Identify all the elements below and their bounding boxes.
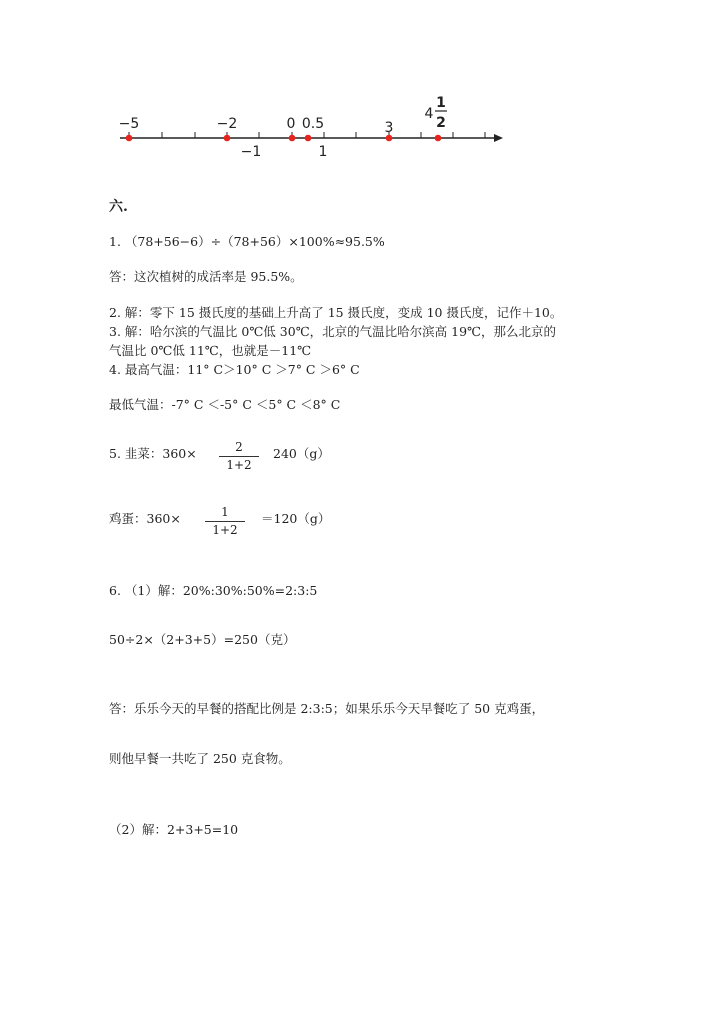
q5-b-prefix: 鸡蛋：360× [109, 511, 181, 526]
q5-a-num: 2 [235, 440, 243, 454]
q3-line2: 气温比 0℃低 11℃，也就是－11℃ [109, 343, 312, 358]
q1-answer: 答：这次植树的成活率是 95.5%。 [109, 269, 303, 284]
q5-b-num: 1 [221, 505, 229, 519]
q5-a-fraction [219, 440, 259, 473]
q5-a-den: 1+2 [226, 458, 252, 472]
point-0-5 [305, 135, 312, 142]
q3-line1: 3. 解：哈尔滨的气温比 0℃低 30℃，北京的气温比哈尔滨高 19℃，那么北京的 [109, 324, 557, 339]
label-1: 1 [318, 144, 328, 160]
q5-b-bar [205, 521, 245, 522]
number-line [0, 0, 720, 170]
q5-a-bar [219, 456, 259, 457]
label-neg5: −5 [118, 116, 140, 132]
q6-part2: （2）解：2+3+5=10 [109, 822, 239, 837]
label-neg1: −1 [240, 144, 262, 160]
point-0 [289, 135, 296, 142]
q5-b-fraction [205, 505, 245, 538]
q6-answer2: 则他早餐一共吃了 250 克食物。 [109, 751, 291, 766]
q6-line2: 50÷2×（2+3+5）=250（克） [109, 632, 296, 647]
label-neg2: −2 [216, 116, 238, 132]
label-3: 3 [384, 120, 394, 136]
point-4-half [435, 135, 442, 142]
section-heading: 六. [109, 199, 128, 215]
mixed-whole: 4 [424, 106, 434, 122]
q5-a-prefix: 5. 韭菜：360× [109, 446, 197, 461]
q1-line: 1. （78+56−6）÷（78+56）×100%≈95.5% [109, 234, 385, 249]
axis-arrow [494, 134, 503, 142]
q6-answer1: 答：乐乐今天的早餐的搭配比例是 2:3:5；如果乐乐今天早餐吃了 50 克鸡蛋， [109, 701, 545, 716]
q5-b-suffix: ＝120（g） [261, 511, 331, 526]
q6-line1: 6. （1）解：20%:30%:50%=2:3:5 [109, 583, 318, 598]
mixed-den: 2 [436, 115, 446, 131]
label-0-5: 0.5 [301, 116, 325, 132]
point-neg5 [126, 135, 133, 142]
q4-line1: 4. 最高气温：11° C＞10° C ＞7° C ＞6° C [109, 362, 360, 377]
q2-line: 2. 解：零下 15 摄氏度的基础上升高了 15 摄氏度，变成 10 摄氏度，记作＋10。 [109, 305, 563, 320]
q5-a-suffix: 240（g） [273, 446, 330, 461]
point-neg2 [224, 135, 231, 142]
q4-line2: 最低气温：-7° C ＜-5° C ＜5° C ＜8° C [109, 397, 341, 412]
mixed-num: 1 [436, 95, 446, 111]
label-0: 0 [286, 116, 296, 132]
q5-b-den: 1+2 [212, 523, 238, 537]
